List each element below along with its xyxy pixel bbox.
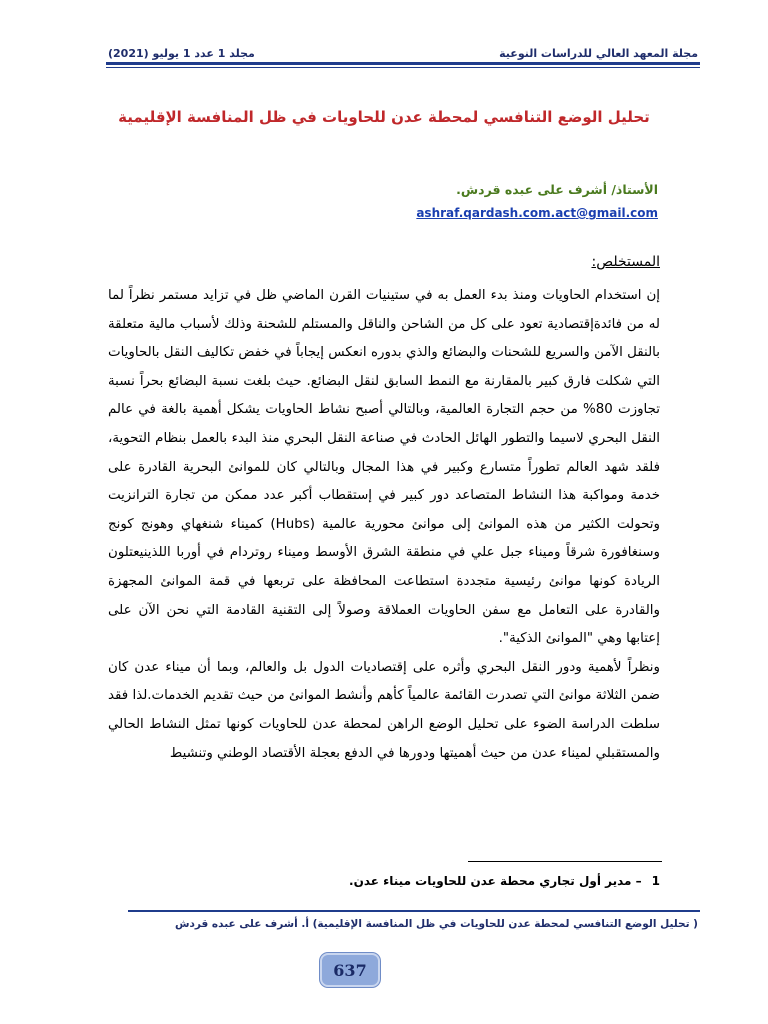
abstract-heading: المستخلص:	[591, 254, 660, 270]
page-number-badge: 637	[320, 953, 380, 987]
abstract-paragraph: ونظراً لأهمية ودور النقل البحري وأثره على إقتصاديات الدول بل والعالم، وبما أن ميناء عدن كان ضمن الثلاثة موانئ التي تصدرت القائمة عالمياً كأهم وأنشط الموانئ من حيث تقديم الخدمات.لذا فقد سلطت الدراسة الضوء على تحليل الوضع الراهن لمحطة عدن للحاويات كونها تمثل النشاط الحالي والمستقبلي لميناء عدن من حيث أهميتها ودورها في الدفع بعجلة الأقتصاد الوطني وتنشيط	[108, 659, 660, 761]
footnote-number: 1	[651, 874, 660, 888]
abstract-paragraph: إن استخدام الحاويات ومنذ بدء العمل به في ستينيات القرن الماضي ظل في تزايد مستمر نظراً لما له من فائدةإقتصادية تعود على كل من الشاحن والناقل والمستلم للشحنة وذلك لأسباب مالية متعلقة بالنقل الآمن والسريع للشحنات والبضائع والذي بدوره انعكس إيجاباً في خفض تكاليف النقل بالحاويات التي شكلت فارق كبير بالمقارنة مع النمط السابق لنقل البضائع. حيث بلغت نسبة البضائع بحراً نسبة تجاوزت 80% من حجم التجارة العالمية، وبالتالي أصبح نشاط الحاويات يشكل أهمية بالغة في عالم النقل البحري لاسيما والتطور الهائل الحادث في صناعة النقل البحري منذ البدء بالعمل بنظام التحوية، فلقد شهد العالم تطوراً متسارع وكبير في هذا المجال وبالتالي كان للموانئ البحرية القادرة على خدمة ومواكبة هذا النشاط المتصاعد دور كبير في إستقطاب أكبر عدد ممكن من تجارة الترانزيت وتحولت الكثير من هذه الموانئ إلى موانئ محورية عالمية (Hubs) كميناء شنغهاي وهونج كونج وسنغافورة شرقاً وميناء جبل علي في منطقة الشرق الأوسط وميناء روتردام في أوربا اللذينيعتلون الريادة كونها موانئ رئيسية متجددة استطاعت المحافظة على تربعها في قمة الموانئ المجهزة والقادرة على التعامل مع سفن الحاويات العملاقة وصولاً إلى التقنية القادمة التي نحن الآن على إعتابها وهي "الموانئ الذكية".	[108, 288, 660, 647]
running-footer: ( تحليل الوضع التنافسي لمحطة عدن للحاويات في ظل المنافسة الإقليمية) أ. أشرف على عبده قردش	[174, 918, 698, 930]
journal-name: مجلة المعهد العالي للدراسات النوعية	[499, 47, 698, 60]
footnote-text: – مدير أول تجاري محطة عدن للحاويات ميناء عدن.	[349, 874, 642, 888]
issue-info: مجلد 1 عدد 1 يوليو (2021)	[108, 47, 255, 60]
author-name: الأستاذ/ أشرف على عبده قردش.	[456, 182, 658, 197]
author-email-link[interactable]: ashraf.qardash.com.act@gmail.com	[416, 206, 658, 220]
footer-rule	[128, 910, 700, 912]
paper-title: تحليل الوضع التنافسي لمحطة عدن للحاويات في ظل المنافسة الإقليمية	[118, 108, 650, 126]
abstract-body	[108, 282, 660, 768]
running-header	[108, 38, 698, 60]
header-rule-thin	[106, 67, 700, 68]
header-rule	[106, 62, 700, 65]
footnote	[349, 874, 660, 888]
footnote-rule	[468, 861, 662, 862]
